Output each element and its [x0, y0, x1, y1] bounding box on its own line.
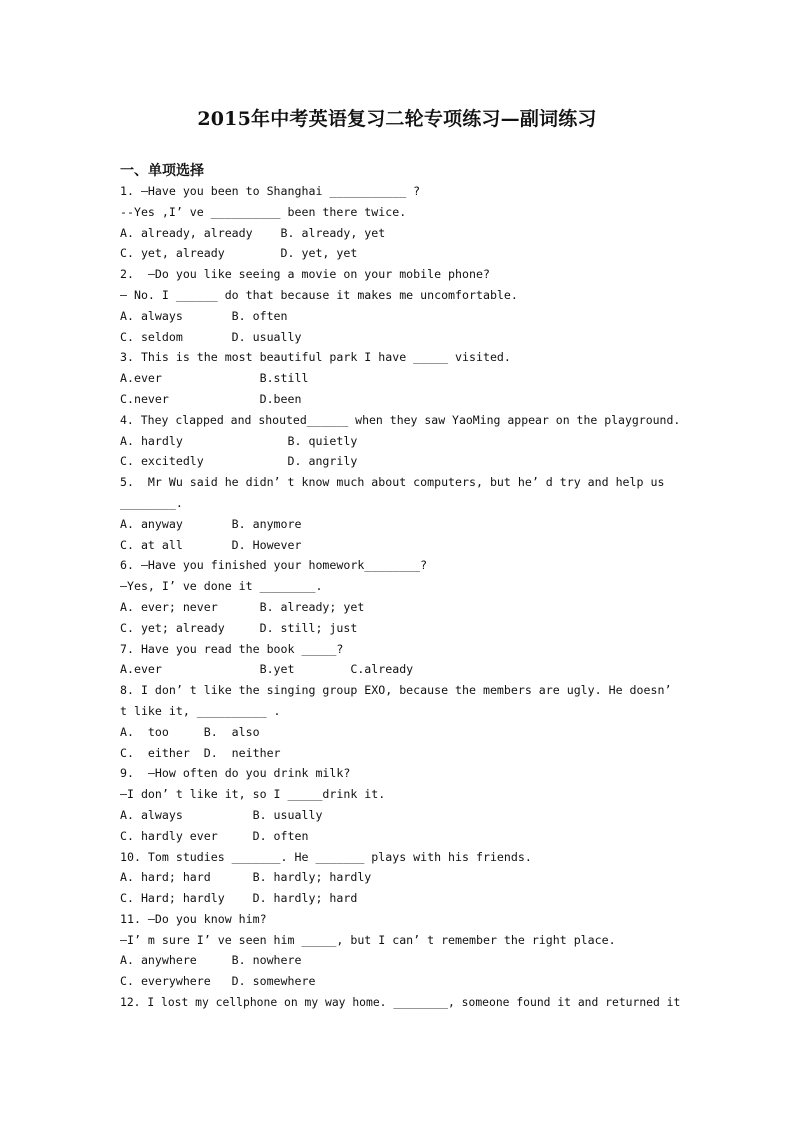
text-line: A. anyway B. anymore — [120, 516, 302, 531]
text-line: C. yet, already D. yet, yet — [120, 246, 358, 261]
text-line: A.ever B.yet C.already — [120, 662, 414, 677]
text-line: C. either D. neither — [120, 745, 281, 760]
text-line: 5. Mr Wu said he didn’ t know much about computers, but he’ d try and help us — [120, 475, 665, 490]
text-line: — No. I ______ do that because it makes me uncomfortable. — [120, 287, 518, 302]
text-line: A. always B. often — [120, 308, 288, 323]
text-line: ________. — [120, 495, 183, 510]
text-line: C. yet; already D. still; just — [120, 620, 358, 635]
text-line: A. always B. usually — [120, 807, 323, 822]
text-line: 7. Have you read the book _____? — [120, 641, 344, 656]
text-line: A. hard; hard B. hardly; hardly — [120, 870, 372, 885]
page-title: 2015年中考英语复习二轮专项练习—副词练习 — [197, 108, 597, 130]
text-line: C. seldom D. usually — [120, 329, 302, 344]
text-line: C. hardly ever D. often — [120, 828, 309, 843]
text-line: C.never D.been — [120, 391, 302, 406]
text-line: C. at all D. However — [120, 537, 302, 552]
text-line: A. too B. also — [120, 724, 260, 739]
text-line: 3. This is the most beautiful park I have _____ visited. — [120, 350, 511, 365]
text-line: C. Hard; hardly D. hardly; hard — [120, 891, 358, 906]
text-line: A.ever B.still — [120, 371, 309, 386]
text-line: —I’ m sure I’ ve seen him _____, but I can’ t remember the right place. — [120, 932, 616, 947]
text-line: A. anywhere B. nowhere — [120, 953, 302, 968]
question-list — [120, 181, 680, 1013]
text-line: 2. —Do you like seeing a movie on your mobile phone? — [120, 267, 490, 282]
text-line: 9. —How often do you drink milk? — [120, 766, 351, 781]
text-line: —Yes, I’ ve done it ________. — [120, 579, 323, 594]
text-line: 12. I lost my cellphone on my way home. ________, someone found it and returned it — [120, 995, 681, 1010]
text-line: 1. —Have you been to Shanghai ___________ ? — [120, 184, 421, 198]
section-heading: 一、单项选择 — [120, 163, 204, 179]
text-line: --Yes ,I’ ve __________ been there twice. — [120, 204, 407, 219]
text-line: 4. They clapped and shouted______ when they saw YaoMing appear on the playground. — [120, 412, 681, 427]
text-line: t like it, __________ . — [120, 703, 281, 718]
text-line: 8. I don’ t like the singing group EXO, because the members are ugly. He doesn’ — [120, 683, 672, 698]
text-line: A. ever; never B. already; yet — [120, 599, 365, 614]
text-line: 11. —Do you know him? — [120, 911, 267, 926]
text-line: C. excitedly D. angrily — [120, 454, 358, 469]
text-line: A. hardly B. quietly — [120, 433, 358, 448]
text-line: C. everywhere D. somewhere — [120, 974, 316, 989]
text-line: A. already, already B. already, yet — [120, 225, 386, 240]
text-line: 10. Tom studies _______. He _______ plays with his friends. — [120, 849, 532, 864]
text-line: —I don’ t like it, so I _____drink it. — [120, 787, 386, 802]
text-line: 6. —Have you finished your homework________? — [120, 558, 428, 573]
